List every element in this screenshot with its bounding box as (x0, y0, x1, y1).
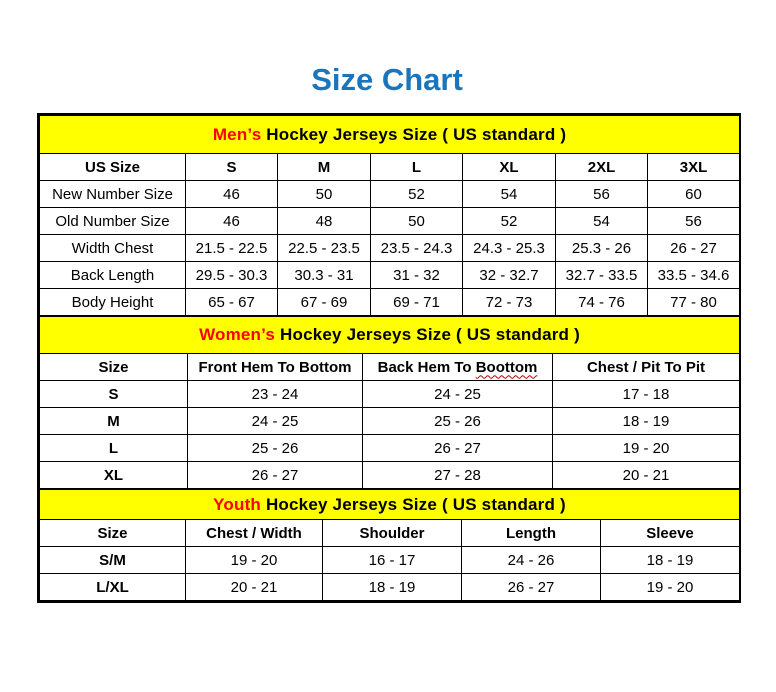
table-row (40, 289, 740, 316)
column-header: XL (463, 154, 556, 181)
row-label: Old Number Size (40, 208, 186, 235)
table-cell: 24 - 26 (462, 547, 601, 574)
table-cell: 67 - 69 (278, 289, 371, 316)
table-row (40, 181, 740, 208)
table-row (40, 235, 740, 262)
table-cell: 72 - 73 (463, 289, 556, 316)
table-cell: 52 (371, 181, 463, 208)
column-header: S (186, 154, 278, 181)
youth-size-table (39, 489, 740, 601)
section-header-row (40, 490, 740, 520)
table-cell: 16 - 17 (323, 547, 462, 574)
table-cell: 54 (463, 181, 556, 208)
table-cell: 25 - 26 (188, 435, 363, 462)
size-chart-tables (37, 113, 741, 603)
table-cell: 31 - 32 (371, 262, 463, 289)
section-title-accent: Men’s (212, 124, 262, 144)
column-header: Length (462, 520, 601, 547)
section-title-text: Hockey Jerseys Size ( US standard ) (261, 494, 566, 514)
table-row (40, 574, 740, 601)
table-cell: 56 (556, 181, 648, 208)
table-cell: 18 - 19 (553, 408, 740, 435)
table-cell: 48 (278, 208, 371, 235)
table-cell: 60 (648, 181, 740, 208)
section-title-text: Hockey Jerseys Size ( US standard ) (261, 124, 567, 144)
row-label: Back Length (40, 262, 186, 289)
table-cell: 54 (556, 208, 648, 235)
section-header-row (40, 317, 740, 354)
table-cell: 46 (186, 181, 278, 208)
table-cell: 20 - 21 (186, 574, 323, 601)
column-header: M (278, 154, 371, 181)
column-header: Chest / Pit To Pit (553, 354, 740, 381)
row-label: New Number Size (40, 181, 186, 208)
table-cell: 74 - 76 (556, 289, 648, 316)
table-cell: 33.5 - 34.6 (648, 262, 740, 289)
column-header: Front Hem To Bottom (188, 354, 363, 381)
table-cell: 17 - 18 (553, 381, 740, 408)
row-label: S/M (40, 547, 186, 574)
table-row (40, 547, 740, 574)
table-cell: 56 (648, 208, 740, 235)
table-cell: 26 - 27 (462, 574, 601, 601)
column-header: 2XL (556, 154, 648, 181)
table-cell: 26 - 27 (363, 435, 553, 462)
table-cell: 23.5 - 24.3 (371, 235, 463, 262)
table-cell: 29.5 - 30.3 (186, 262, 278, 289)
table-cell: 26 - 27 (188, 462, 363, 489)
table-cell: 22.5 - 23.5 (278, 235, 371, 262)
table-cell: 18 - 19 (323, 574, 462, 601)
column-header-text: Back Hem To (377, 358, 472, 376)
table-cell: 24 - 25 (363, 381, 553, 408)
section-header-youth (40, 490, 740, 520)
table-cell: 18 - 19 (601, 547, 740, 574)
table-cell: 32 - 32.7 (463, 262, 556, 289)
table-cell: 25.3 - 26 (556, 235, 648, 262)
column-header: Sleeve (601, 520, 740, 547)
table-cell: 52 (463, 208, 556, 235)
table-cell: 24.3 - 25.3 (463, 235, 556, 262)
table-row (40, 435, 740, 462)
table-cell: 30.3 - 31 (278, 262, 371, 289)
table-row (40, 208, 740, 235)
table-row (40, 462, 740, 489)
column-header: L (371, 154, 463, 181)
section-header-mens (40, 116, 740, 154)
table-cell: 46 (186, 208, 278, 235)
row-label: L/XL (40, 574, 186, 601)
column-header: Size (40, 520, 186, 547)
section-title-accent: Women’s (199, 325, 276, 344)
table-cell: 69 - 71 (371, 289, 463, 316)
table-row (40, 381, 740, 408)
table-cell: 20 - 21 (553, 462, 740, 489)
womens-size-table (39, 316, 740, 489)
column-header: Shoulder (323, 520, 462, 547)
section-header-womens (40, 317, 740, 354)
row-label: L (40, 435, 188, 462)
table-cell: 19 - 20 (186, 547, 323, 574)
section-title-accent: Youth (213, 494, 262, 514)
column-header-row (40, 520, 740, 547)
table-cell: 65 - 67 (186, 289, 278, 316)
row-label: Body Height (40, 289, 186, 316)
table-cell: 21.5 - 22.5 (186, 235, 278, 262)
table-row (40, 262, 740, 289)
column-header: Size (40, 354, 188, 381)
table-cell: 26 - 27 (648, 235, 740, 262)
table-cell: 25 - 26 (363, 408, 553, 435)
row-label: XL (40, 462, 188, 489)
table-cell: 77 - 80 (648, 289, 740, 316)
table-cell: 19 - 20 (553, 435, 740, 462)
table-cell: 27 - 28 (363, 462, 553, 489)
table-cell: 50 (278, 181, 371, 208)
misspelled-word: Boottom (475, 358, 538, 376)
column-header-row (40, 354, 740, 381)
column-header: Chest / Width (186, 520, 323, 547)
row-label: M (40, 408, 188, 435)
table-cell: 24 - 25 (188, 408, 363, 435)
row-label: S (40, 381, 188, 408)
column-header: US Size (40, 154, 186, 181)
row-label: Width Chest (40, 235, 186, 262)
column-header (363, 354, 553, 381)
page-title: Size Chart (311, 62, 463, 97)
column-header: 3XL (648, 154, 740, 181)
table-cell: 23 - 24 (188, 381, 363, 408)
section-header-row (40, 116, 740, 154)
table-row (40, 408, 740, 435)
mens-size-table (39, 115, 740, 316)
table-cell: 32.7 - 33.5 (556, 262, 648, 289)
table-cell: 19 - 20 (601, 574, 740, 601)
table-cell: 50 (371, 208, 463, 235)
column-header-row (40, 154, 740, 181)
section-title-text: Hockey Jerseys Size ( US standard ) (275, 325, 580, 344)
